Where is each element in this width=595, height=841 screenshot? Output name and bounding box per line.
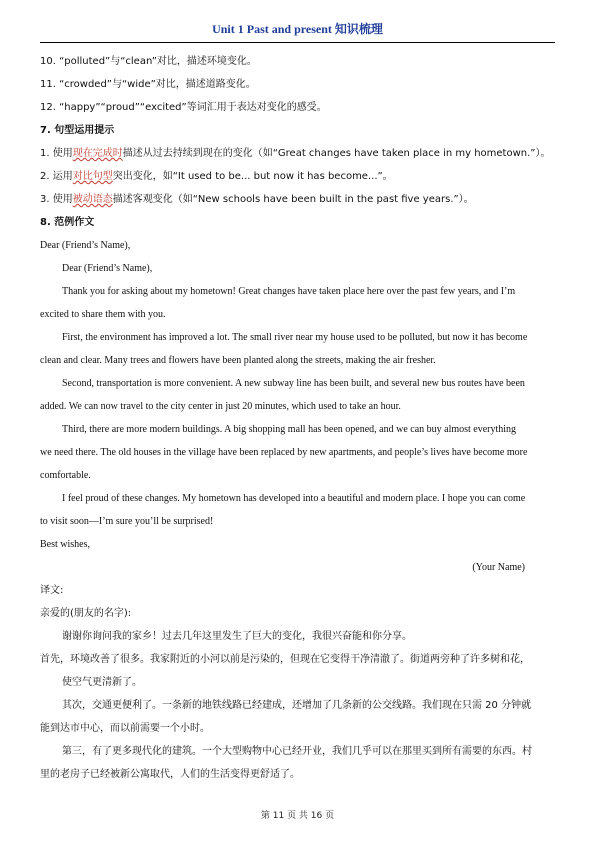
essay-line: Thank you for asking about my hometown! Great changes have taken place here over the past few years, and I’m — [62, 286, 516, 297]
translation-line: 首先，环境改善了很多。我家附近的小河以前是污染的，但现在它变得干净清澈了。街道两旁种了许多树和花， — [40, 654, 530, 665]
page-number: 第 11 页 共 16 页 — [260, 811, 335, 821]
essay-line: clean and clear. Many trees and flowers have been planted along the streets, making the air fresher. — [40, 355, 436, 366]
translation-line: 第三，有了更多现代化的建筑。一个大型购物中心已经开业，我们几乎可以在那里买到所有需要的东西。村 — [62, 746, 532, 757]
translation-line: 亲爱的(朋友的名字): — [40, 608, 132, 619]
translation-line: 使空气更清新了。 — [62, 677, 142, 688]
essay-line: added. We can now travel to the city center in just 20 minutes, which used to take an hour. — [40, 401, 401, 412]
essay-signature: (Your Name) — [472, 562, 525, 573]
essay-line: First, the environment has improved a lot. The small river near my house used to be polluted, but now it has become — [62, 332, 528, 343]
translation-line: 谢谢你询问我的家乡！过去几年这里发生了巨大的变化，我很兴奋能和你分享。 — [62, 631, 412, 642]
note-line: 10. “polluted”与“clean”对比，描述环境变化。 — [40, 56, 257, 67]
translation-line: 其次，交通更便利了。一条新的地铁线路已经建成，还增加了几条新的公交线路。我们现在只需 20 分钟就 — [62, 700, 532, 711]
tip-item: 2. 运用对比句型突出变化，如“It used to be... but now it has become...”。 — [40, 171, 393, 182]
translation-line: 能到达市中心，而以前需要一个小时。 — [40, 723, 210, 734]
essay-line: comfortable. — [40, 470, 91, 481]
section-7-heading: 7. 句型运用提示 — [40, 125, 115, 136]
essay-line: Third, there are more modern buildings. A big shopping mall has been opened, and we can buy almost everything — [62, 424, 517, 435]
essay-line: Second, transportation is more convenient. A new subway line has been built, and several new bus routes have been — [62, 378, 525, 389]
tip-item: 1. 使用现在完成时描述从过去持续到现在的变化（如“Great changes have taken place in my hometown.”）。 — [40, 148, 551, 159]
translation-line: 里的老房子已经被新公寓取代，人们的生活变得更舒适了。 — [40, 769, 300, 780]
highlight-term: 被动语态 — [72, 194, 113, 205]
essay-line: to visit soon—I’m sure you’ll be surprised! — [40, 516, 214, 527]
essay-salutation-indented: Dear (Friend’s Name), — [62, 263, 153, 274]
essay-salutation: Dear (Friend’s Name), — [40, 240, 131, 251]
section-8-heading: 8. 范例作文 — [40, 217, 95, 228]
header-divider — [40, 42, 555, 43]
highlight-term: 对比句型 — [72, 171, 113, 182]
essay-line: excited to share them with you. — [40, 309, 166, 320]
page-body — [40, 50, 555, 786]
page-header-title: Unit 1 Past and present 知识梳理 — [212, 22, 383, 36]
note-line: 12. “happy”“proud”“excited”等词汇用于表达对变化的感受。 — [40, 102, 327, 113]
highlight-term: 现在完成时 — [72, 148, 123, 159]
essay-line: I feel proud of these changes. My hometown has developed into a beautiful and modern place. I hope you can come — [62, 493, 526, 504]
essay-closing: Best wishes, — [40, 539, 90, 550]
essay-line: we need there. The old houses in the village have been replaced by new apartments, and people’s lives have become more — [40, 447, 528, 458]
tip-item: 3. 使用被动语态描述客观变化（如“New schools have been built in the past five years.”）。 — [40, 194, 474, 205]
note-line: 11. “crowded”与“wide”对比，描述道路变化。 — [40, 79, 256, 90]
translation-label: 译文: — [40, 585, 64, 596]
